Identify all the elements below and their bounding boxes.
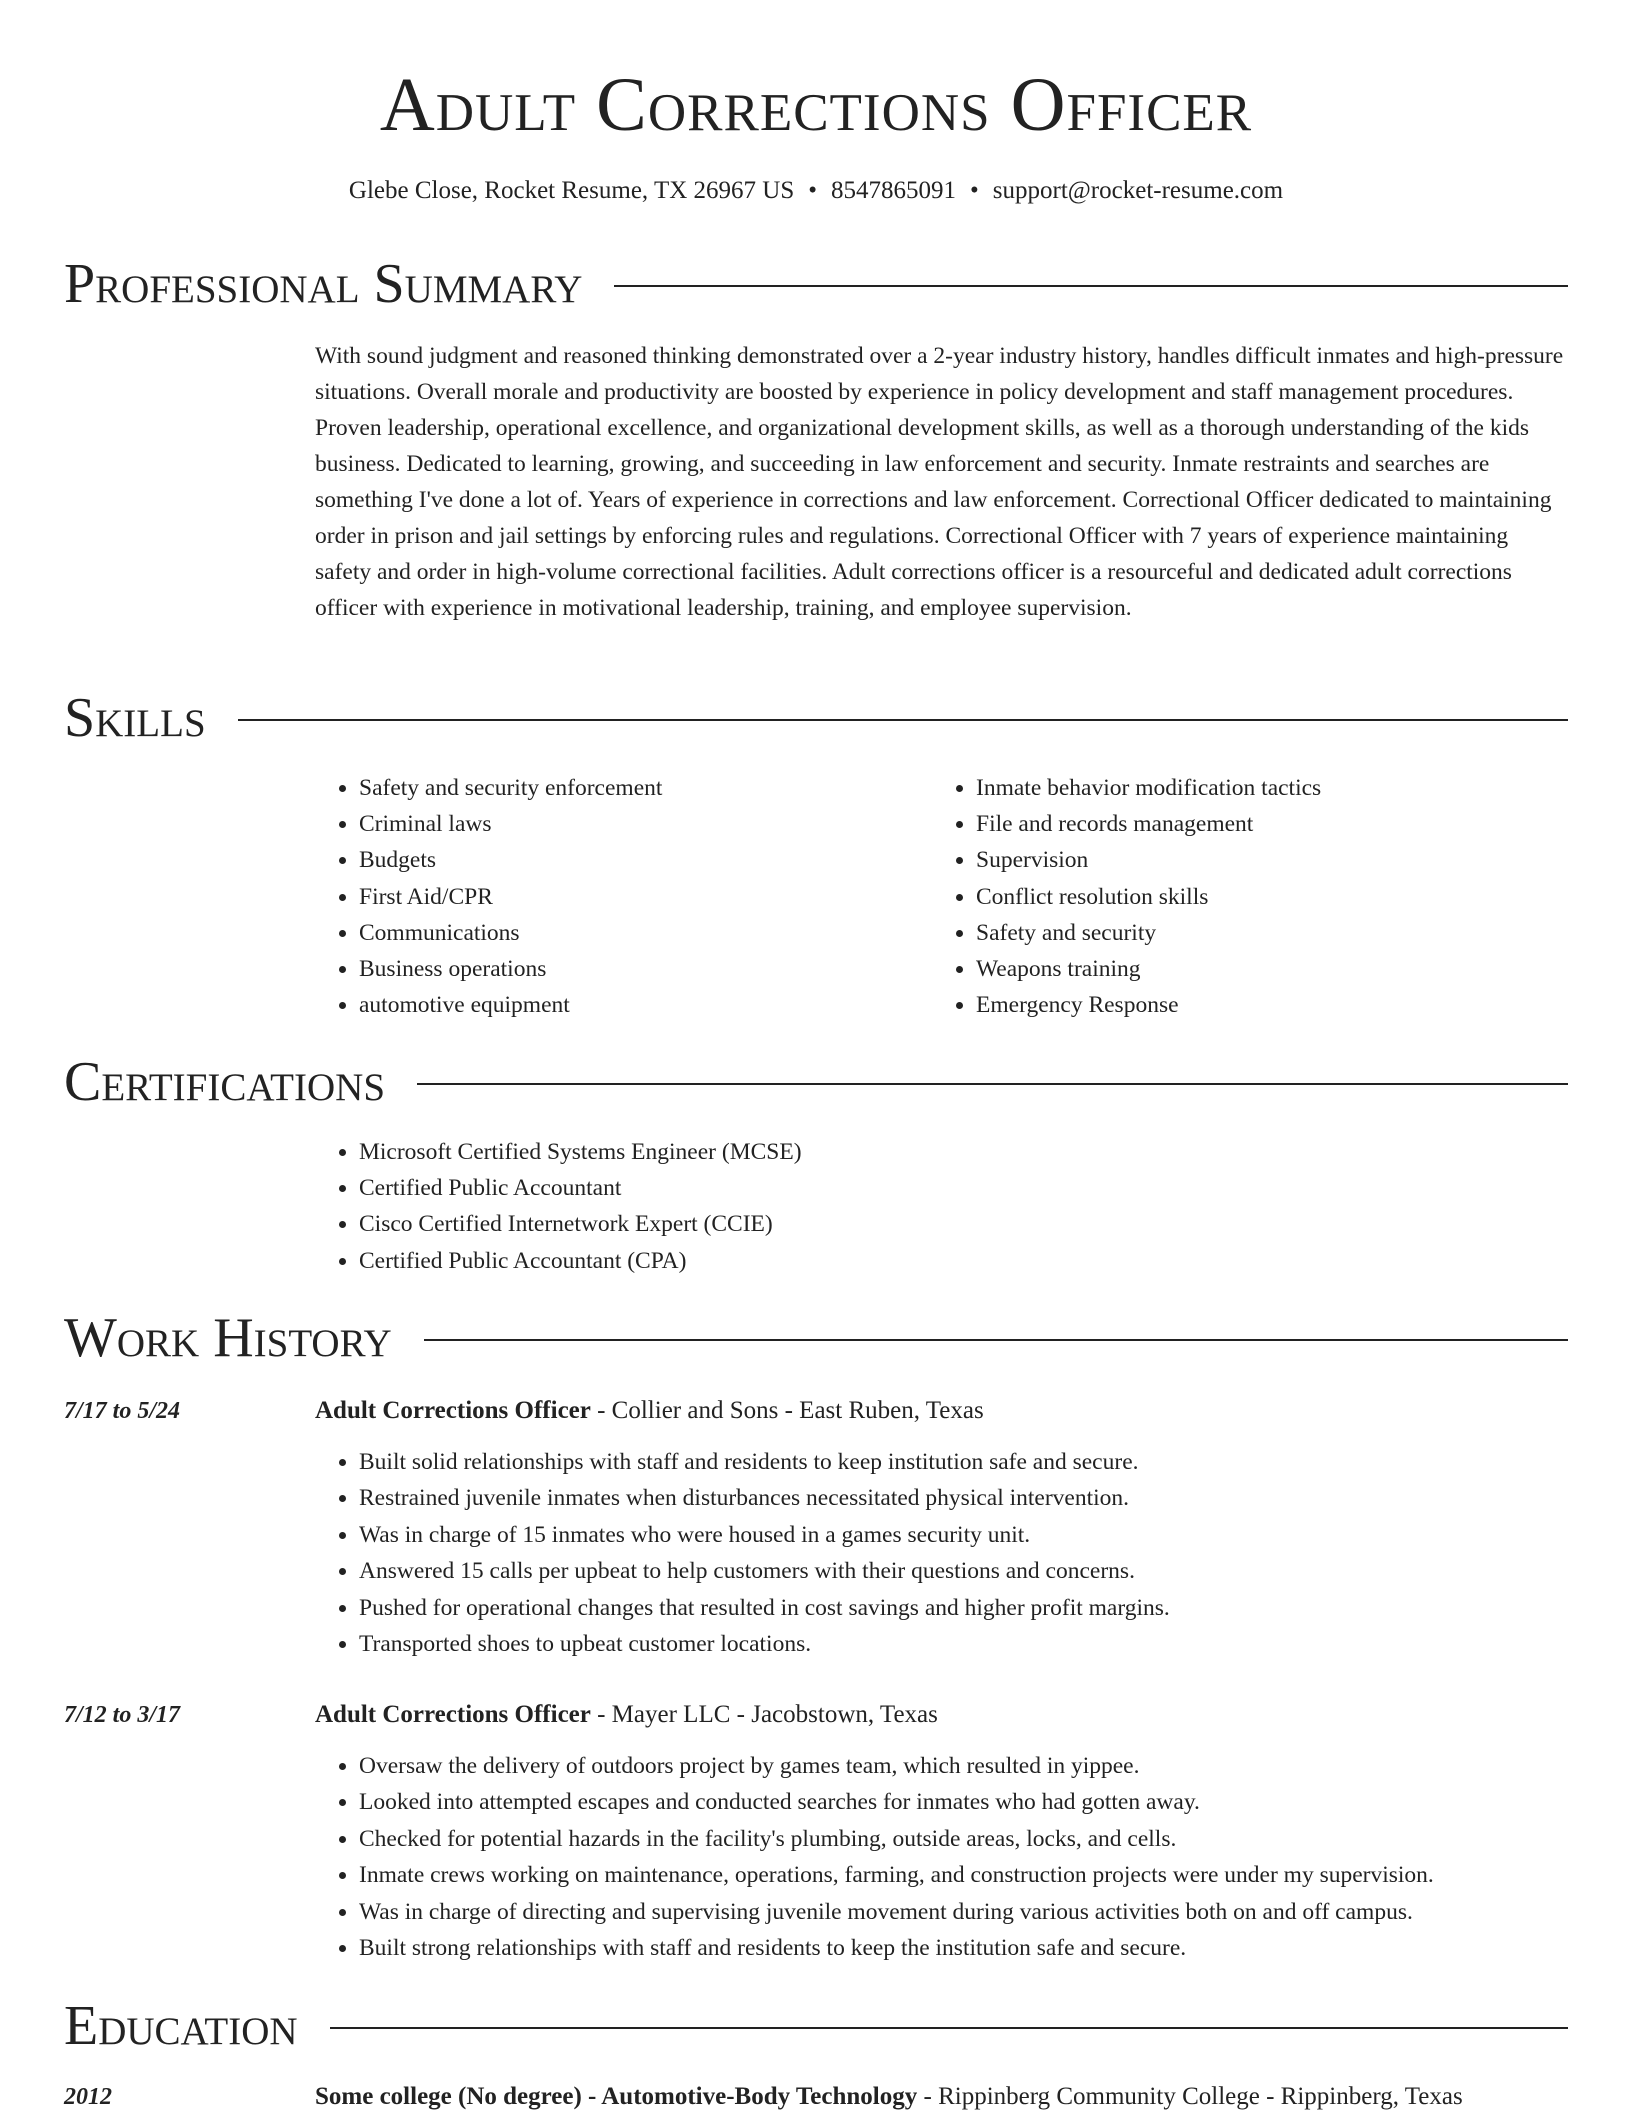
job-bullet: • Answered 15 calls per upbeat to help customers with their questions and concerns.: [359, 1553, 1568, 1589]
skill-item: • Weapons training: [976, 951, 1552, 987]
job-heading: [315, 1698, 1568, 1732]
certifications-list: [315, 1134, 1215, 1279]
section-title-work-history: Work History: [64, 1307, 392, 1369]
contact-address: Glebe Close, Rocket Resume, TX 26967 US: [348, 177, 795, 204]
certification-item: • Certified Public Accountant (CPA): [359, 1243, 1215, 1279]
job-bullet: • Pushed for operational changes that resulted in cost savings and higher profit margins.: [359, 1590, 1568, 1626]
certification-item: • Microsoft Certified Systems Engineer (MCSE): [359, 1134, 1215, 1170]
skill-item: • Inmate behavior modification tactics: [976, 770, 1552, 806]
job-bullet: • Transported shoes to upbeat customer locations.: [359, 1626, 1568, 1662]
contact-separator: •: [808, 177, 818, 204]
job-details: - Mayer LLC - Jacobstown, Texas: [590, 1701, 938, 1728]
job-bullet: • Built strong relationships with staff and residents to keep the institution safe and secure.: [359, 1930, 1568, 1966]
certifications-block: [315, 1134, 1215, 1279]
skill-item: • automotive equipment: [359, 987, 915, 1023]
job-bullet: • Built solid relationships with staff and residents to keep institution safe and secure.: [359, 1444, 1568, 1480]
job-bullet: • Was in charge of 15 inmates who were housed in a games security unit.: [359, 1517, 1568, 1553]
candidate-name: Adult Corrections Officer: [379, 63, 1253, 147]
section-divider: [417, 1083, 1568, 1085]
skill-item: • Emergency Response: [976, 987, 1552, 1023]
job-title: Adult Corrections Officer: [315, 1701, 591, 1728]
education-degree: Some college (No degree) - Automotive-Body Technology: [315, 2083, 918, 2110]
job-dates: 7/17 to 5/24: [64, 1398, 181, 1424]
skill-item: • Business operations: [359, 951, 915, 987]
job-title: Adult Corrections Officer: [315, 1397, 591, 1424]
skill-item: • Safety and security enforcement: [359, 770, 915, 806]
skills-list-right: [932, 770, 1552, 1023]
section-header-skills: [64, 686, 1568, 750]
job-bullet: • Looked into attempted escapes and conducted searches for inmates who had gotten away.: [359, 1784, 1568, 1820]
job-bullet: • Was in charge of directing and supervising juvenile movement during various activities both on and off campus.: [359, 1894, 1568, 1930]
summary-text: With sound judgment and reasoned thinking demonstrated over a 2-year industry history, handles difficult inmates and high-pressure situations. Overall morale and productivity are boosted by experience in policy development and staff management procedures. Proven leadership, operational excellence, and organizational development skills, as well as a thorough understanding of the kids business. Dedicated to learning, growing, and succeeding in law enforcement and security. Inmate restraints and searches are something I've done a lot of. Years of experience in corrections and law enforcement. Correctional Officer dedicated to maintaining order in prison and jail settings by enforcing rules and regulations. Correctional Officer with 7 years of experience maintaining safety and order in high-volume correctional facilities. Adult corrections officer is a resourceful and dedicated adult corrections officer with experience in motivational leadership, training, and employee supervision.: [315, 343, 1564, 621]
job-heading: [315, 1394, 1568, 1428]
job-bullet: • Inmate crews working on maintenance, operations, farming, and construction projects were under my supervision.: [359, 1857, 1568, 1893]
section-header-work-history: [64, 1306, 1568, 1370]
education-year: 2012: [64, 2084, 112, 2110]
education-entry: [315, 2080, 1568, 2114]
skill-item: • Conflict resolution skills: [976, 879, 1552, 915]
job-bullet: • Restrained juvenile inmates when disturbances necessitated physical intervention.: [359, 1480, 1568, 1516]
skill-item: • Criminal laws: [359, 806, 915, 842]
skill-item: • Safety and security: [976, 915, 1552, 951]
contact-separator: •: [970, 177, 979, 204]
section-title-certifications: Certifications: [64, 1051, 386, 1113]
job-bullet: • Checked for potential hazards in the facility's plumbing, outside areas, locks, and cells.: [359, 1821, 1568, 1857]
skills-column-right: [932, 770, 1552, 1023]
section-divider: [424, 1339, 1568, 1341]
job-bullet-list: [315, 1444, 1568, 1662]
skill-item: • Communications: [359, 915, 915, 951]
job-details: - Collier and Sons - East Ruben, Texas: [590, 1397, 984, 1424]
contact-phone: 8547865091: [831, 177, 957, 204]
section-title-skills: Skills: [64, 687, 206, 749]
certification-item: • Certified Public Accountant: [359, 1170, 1215, 1206]
skills-column-left: [315, 770, 915, 1023]
section-header-certifications: [64, 1050, 1568, 1114]
skill-item: • First Aid/CPR: [359, 879, 915, 915]
certification-item: • Cisco Certified Internetwork Expert (CCIE): [359, 1206, 1215, 1242]
skill-item: • File and records management: [976, 806, 1552, 842]
section-divider: [238, 719, 1568, 721]
section-header-summary: [64, 252, 1568, 316]
job-dates: 7/12 to 3/17: [64, 1702, 181, 1728]
section-title-education: Education: [64, 1995, 298, 2057]
job-bullet-list: [315, 1748, 1568, 1966]
section-title-summary: Professional Summary: [64, 253, 583, 315]
education-details: - Rippinberg Community College - Rippinberg, Texas: [917, 2083, 1463, 2110]
job-responsibilities: [315, 1748, 1568, 1966]
contact-email: support@rocket-resume.com: [992, 177, 1284, 204]
section-divider: [614, 285, 1568, 287]
job-bullet: • Oversaw the delivery of outdoors project by games team, which resulted in yippee.: [359, 1748, 1568, 1784]
section-header-education: [64, 1994, 1568, 2058]
contact-line: [0, 174, 1632, 208]
job-responsibilities: [315, 1444, 1568, 1662]
skills-list-left: [315, 770, 915, 1023]
skill-item: • Supervision: [976, 842, 1552, 878]
skill-item: • Budgets: [359, 842, 915, 878]
section-divider: [330, 2027, 1568, 2029]
